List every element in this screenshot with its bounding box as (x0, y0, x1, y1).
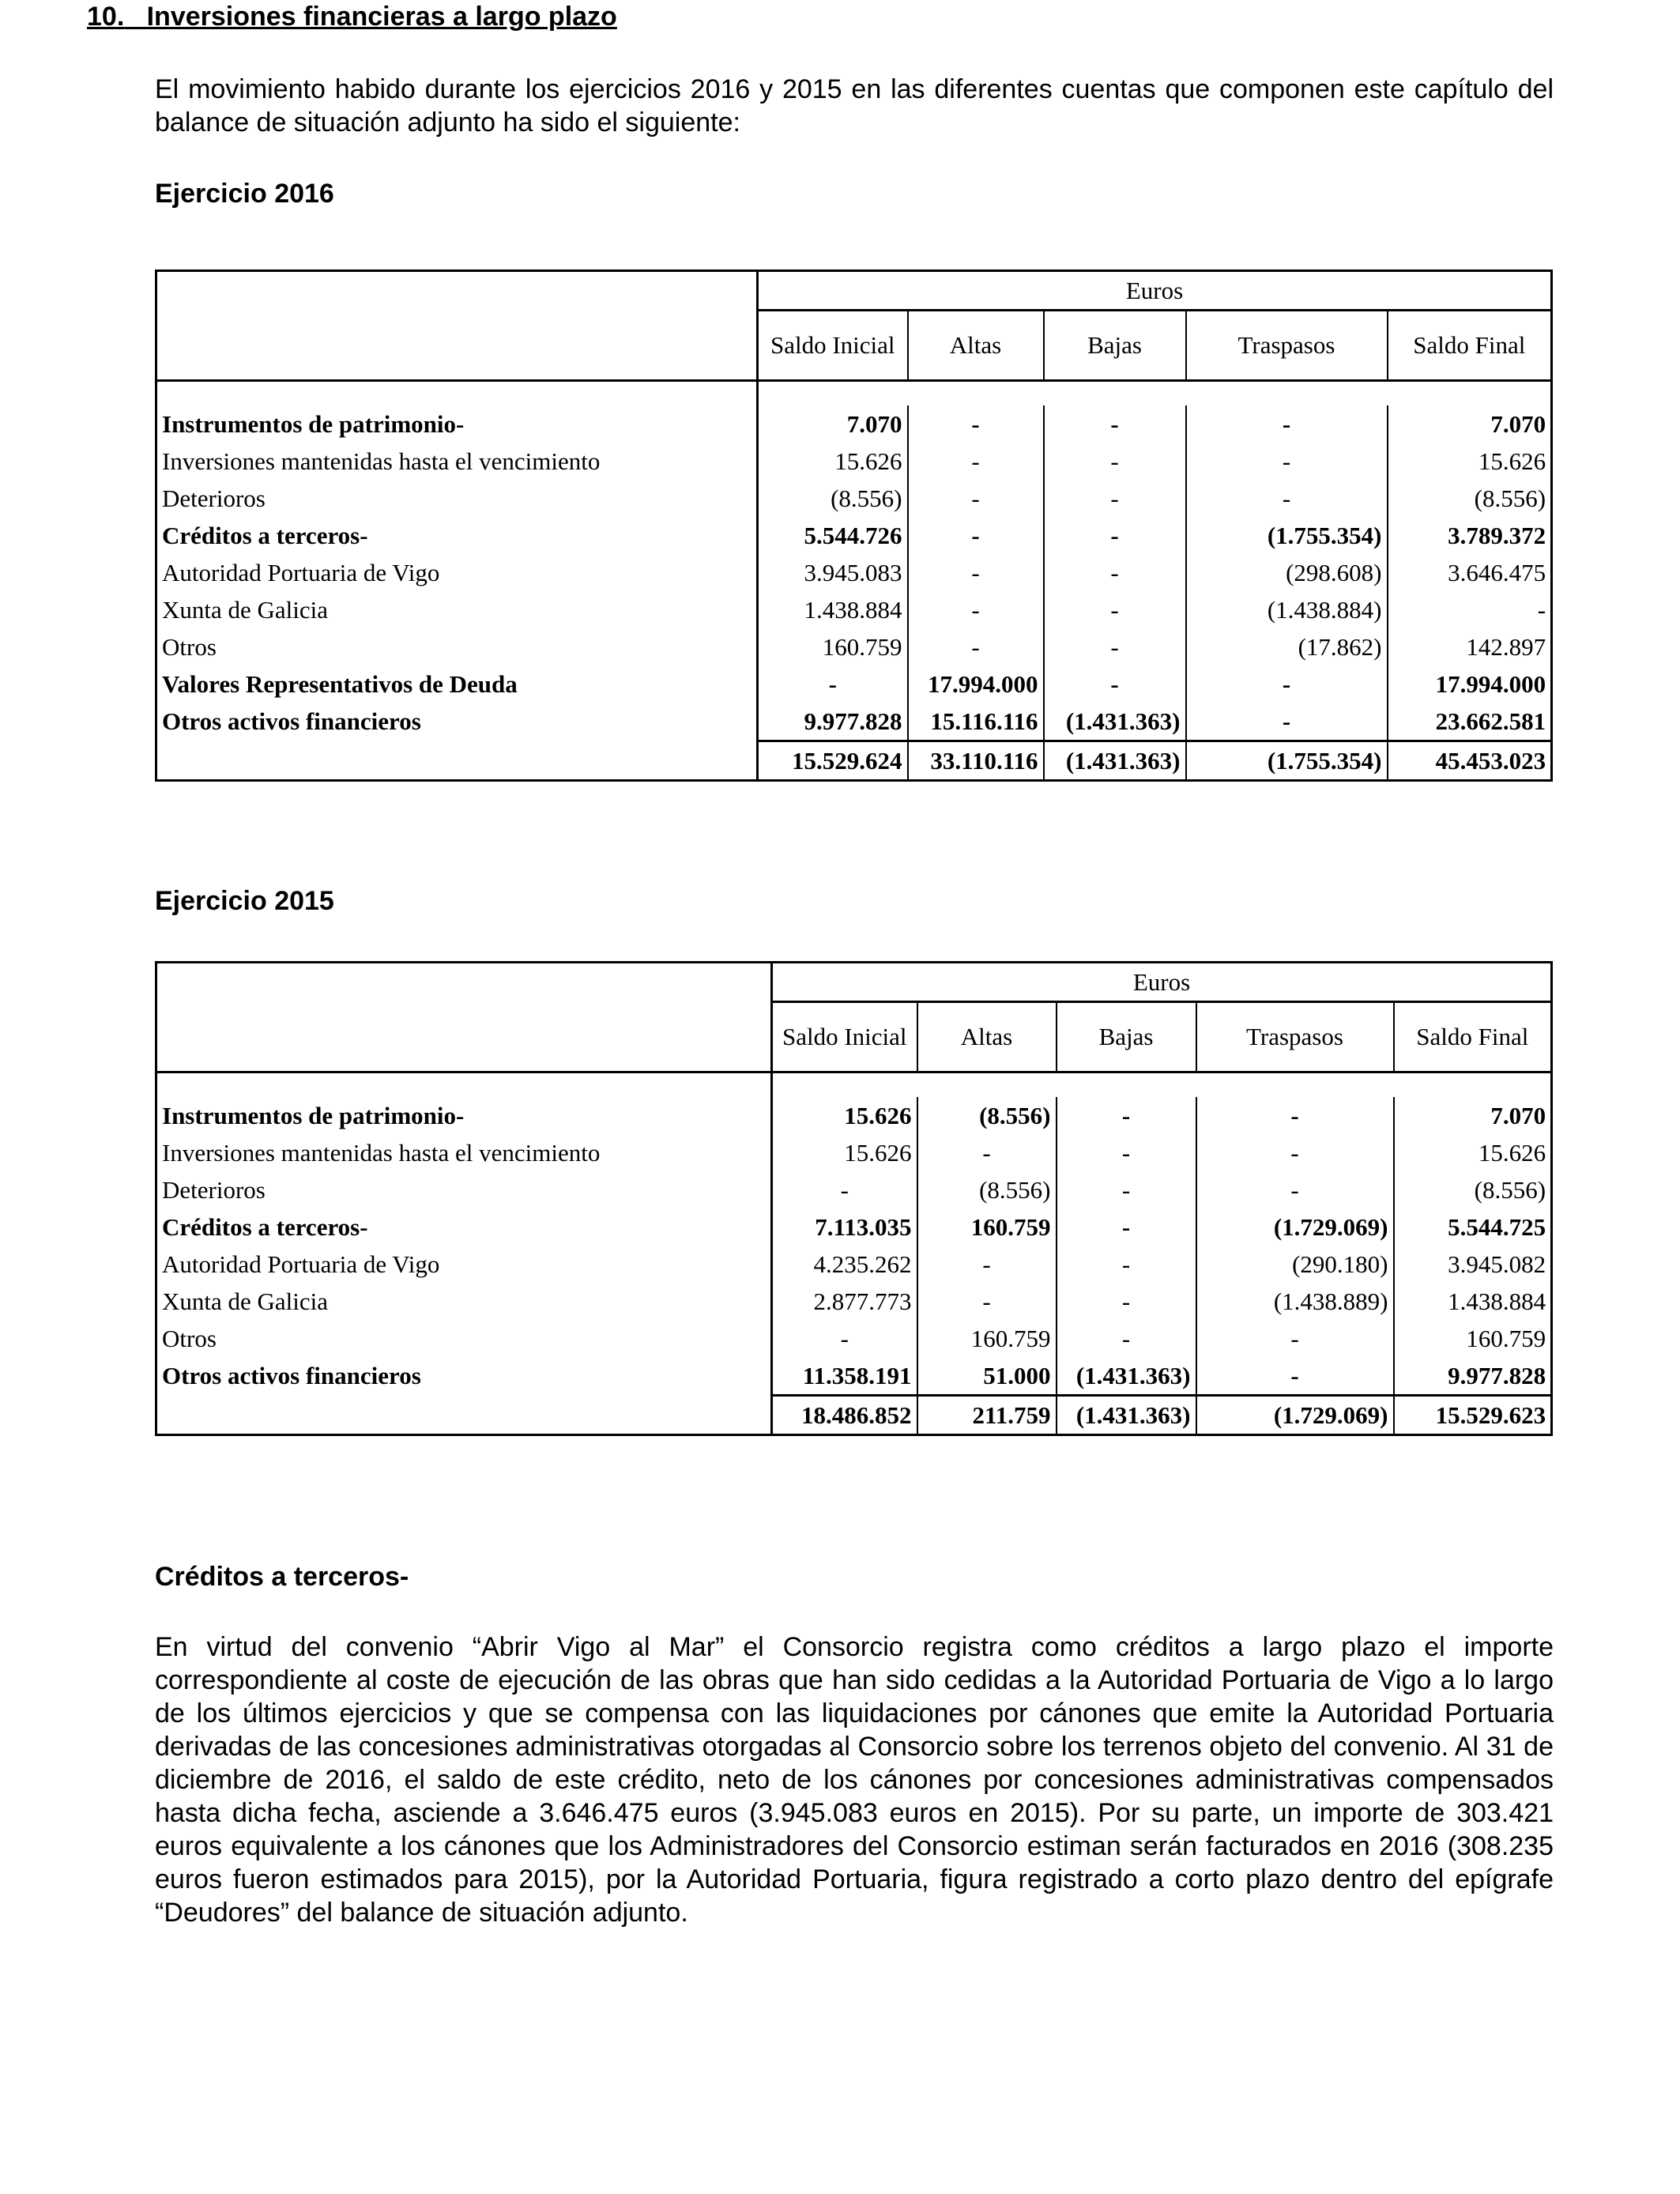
cell-value: - (1044, 443, 1186, 480)
cell-value: (1.431.363) (1044, 703, 1186, 741)
cell-value: - (917, 1283, 1057, 1320)
total-value: 33.110.116 (908, 741, 1044, 781)
spacer-cell (1044, 381, 1186, 406)
heading-2015: Ejercicio 2015 (155, 886, 334, 916)
spacer-cell (156, 381, 758, 406)
row-label: Xunta de Galicia (156, 591, 758, 628)
table-row (156, 703, 1552, 741)
cell-value: - (1057, 1097, 1196, 1134)
cell-value: (17.862) (1186, 628, 1388, 665)
cell-value: (1.431.363) (1057, 1357, 1196, 1396)
row-label: Autoridad Portuaria de Vigo (156, 1246, 772, 1283)
cell-value: 4.235.262 (772, 1246, 917, 1283)
cell-value: 51.000 (917, 1357, 1057, 1396)
creditos-paragraph: En virtud del convenio “Abrir Vigo al Mar” el Consorcio registra como créditos a largo plazo el importe correspondiente al coste de ejecución de las obras que han sido cedidas a la Autoridad Portuaria de Vigo a lo largo de los últimos ejercicios y que se compensa con las liquidaciones por cánones que emite la Autoridad Portuaria derivadas de las concesiones administrativas otorgadas al Consorcio sobre los terrenos objeto del convenio. Al 31 de diciembre de 2016, el saldo de este crédito, neto de los cánones por concesiones administrativas compensados hasta dicha fecha, asciende a 3.646.475 euros (3.945.083 euros en 2015). Por su parte, un importe de 303.421 euros equivalente a los cánones que los Administradores del Consorcio estiman serán facturados en 2016 (308.235 euros fueron estimados para 2015), por la Autoridad Portuaria, figura registrado a corto plazo dentro del epígrafe “Deudores” del balance de situación adjunto. (155, 1632, 1554, 1928)
cell-value: - (772, 1171, 917, 1208)
cell-value: - (1057, 1320, 1196, 1357)
cell-value: 5.544.725 (1394, 1208, 1552, 1246)
cell-value: - (908, 554, 1044, 591)
cell-value: 2.877.773 (772, 1283, 917, 1320)
col-header: Saldo Final (1394, 1002, 1552, 1072)
table-row (156, 1134, 1552, 1171)
cell-value: 5.544.726 (758, 517, 908, 554)
cell-value: - (1196, 1320, 1394, 1357)
col-header: Altas (917, 1002, 1057, 1072)
cell-value: - (1044, 517, 1186, 554)
table-row (156, 405, 1552, 443)
total-value: (1.431.363) (1057, 1396, 1196, 1435)
spacer-cell (772, 1072, 917, 1098)
cell-value: 15.626 (772, 1134, 917, 1171)
total-row (156, 1396, 1552, 1435)
cell-value: 160.759 (917, 1320, 1057, 1357)
section-title (87, 2, 617, 32)
cell-value: - (1044, 405, 1186, 443)
cell-value: - (1196, 1134, 1394, 1171)
cell-value: 142.897 (1388, 628, 1552, 665)
spacer-cell (1394, 1072, 1552, 1098)
cell-value: - (1044, 628, 1186, 665)
row-label: Xunta de Galicia (156, 1283, 772, 1320)
cell-value: (1.729.069) (1196, 1208, 1394, 1246)
cell-value: - (1186, 405, 1388, 443)
cell-value: 11.358.191 (772, 1357, 917, 1396)
total-value: 45.453.023 (1388, 741, 1552, 781)
spacer-cell (758, 381, 908, 406)
table-row (156, 1320, 1552, 1357)
cell-value: - (1196, 1171, 1394, 1208)
cell-value: - (1196, 1357, 1394, 1396)
cell-value: - (1057, 1134, 1196, 1171)
cell-value: (8.556) (917, 1097, 1057, 1134)
total-row (156, 741, 1552, 781)
section-title-text: Inversiones financieras a largo plazo (146, 2, 617, 32)
currency-header: Euros (758, 271, 1552, 311)
cell-value: - (908, 405, 1044, 443)
cell-value: - (1186, 443, 1388, 480)
spacer-cell (908, 381, 1044, 406)
table-row (156, 665, 1552, 703)
cell-value: - (772, 1320, 917, 1357)
cell-value: 23.662.581 (1388, 703, 1552, 741)
table-row (156, 1283, 1552, 1320)
table-body (156, 381, 1552, 781)
cell-value: (8.556) (1388, 480, 1552, 517)
cell-value: (1.438.889) (1196, 1283, 1394, 1320)
cell-value: - (1044, 665, 1186, 703)
cell-value: - (1196, 1097, 1394, 1134)
table-2016 (155, 270, 1553, 782)
total-label-blank (156, 741, 758, 781)
header-blank (156, 963, 772, 1072)
spacer-cell (1388, 381, 1552, 406)
table-2015 (155, 961, 1553, 1436)
total-value: (1.755.354) (1186, 741, 1388, 781)
cell-value: (1.755.354) (1186, 517, 1388, 554)
cell-value: 9.977.828 (1394, 1357, 1552, 1396)
header-blank (156, 271, 758, 381)
spacer-row (156, 381, 1552, 406)
col-header: Bajas (1044, 311, 1186, 381)
cell-value: (8.556) (758, 480, 908, 517)
cell-value: 7.070 (1394, 1097, 1552, 1134)
section-number: 10. (87, 2, 125, 32)
table-row (156, 1246, 1552, 1283)
cell-value: - (1057, 1283, 1196, 1320)
cell-value: 15.626 (772, 1097, 917, 1134)
currency-header: Euros (772, 963, 1552, 1002)
cell-value: (8.556) (917, 1171, 1057, 1208)
cell-value: - (1186, 480, 1388, 517)
row-label: Otros activos financieros (156, 1357, 772, 1396)
spacer-cell (156, 1072, 772, 1098)
cell-value: - (758, 665, 908, 703)
table-row (156, 1097, 1552, 1134)
spacer-row (156, 1072, 1552, 1098)
col-header: Traspasos (1186, 311, 1388, 381)
table-row (156, 591, 1552, 628)
cell-value: 160.759 (917, 1208, 1057, 1246)
intro-paragraph: El movimiento habido durante los ejercicios 2016 y 2015 en las diferentes cuentas que componen este capítulo del balance de situación adjunto ha sido el siguiente: (155, 74, 1554, 138)
col-header: Saldo Inicial (758, 311, 908, 381)
row-label: Instrumentos de patrimonio- (156, 1097, 772, 1134)
table-row (156, 443, 1552, 480)
cell-value: - (1057, 1208, 1196, 1246)
cell-value: - (908, 443, 1044, 480)
col-header: Bajas (1057, 1002, 1196, 1072)
col-header: Traspasos (1196, 1002, 1394, 1072)
cell-value: - (1044, 480, 1186, 517)
row-label: Valores Representativos de Deuda (156, 665, 758, 703)
table-row (156, 554, 1552, 591)
cell-value: - (1057, 1171, 1196, 1208)
table-row (156, 1357, 1552, 1396)
table-row (156, 517, 1552, 554)
table-body (156, 1072, 1552, 1435)
cell-value: - (1044, 591, 1186, 628)
spacer-cell (917, 1072, 1057, 1098)
col-header: Altas (908, 311, 1044, 381)
col-header: Saldo Final (1388, 311, 1552, 381)
col-header: Saldo Inicial (772, 1002, 917, 1072)
cell-value: - (908, 628, 1044, 665)
cell-value: - (908, 517, 1044, 554)
cell-value: 9.977.828 (758, 703, 908, 741)
cell-value: 17.994.000 (908, 665, 1044, 703)
cell-value: - (1186, 703, 1388, 741)
cell-value: - (917, 1134, 1057, 1171)
total-value: 18.486.852 (772, 1396, 917, 1435)
cell-value: (1.438.884) (1186, 591, 1388, 628)
cell-value: 3.646.475 (1388, 554, 1552, 591)
cell-value: - (1057, 1246, 1196, 1283)
cell-value: (8.556) (1394, 1171, 1552, 1208)
cell-value: 3.945.083 (758, 554, 908, 591)
cell-value: 15.626 (1394, 1134, 1552, 1171)
cell-value: 160.759 (1394, 1320, 1552, 1357)
heading-creditos: Créditos a terceros- (155, 1562, 409, 1592)
cell-value: 7.070 (1388, 405, 1552, 443)
cell-value: 15.626 (758, 443, 908, 480)
cell-value: 7.113.035 (772, 1208, 917, 1246)
cell-value: - (1044, 554, 1186, 591)
cell-value: 3.945.082 (1394, 1246, 1552, 1283)
table-row (156, 1208, 1552, 1246)
cell-value: - (1186, 665, 1388, 703)
row-label: Autoridad Portuaria de Vigo (156, 554, 758, 591)
cell-value: 1.438.884 (1394, 1283, 1552, 1320)
cell-value: (290.180) (1196, 1246, 1394, 1283)
cell-value: - (908, 480, 1044, 517)
cell-value: 15.116.116 (908, 703, 1044, 741)
cell-value: 3.789.372 (1388, 517, 1552, 554)
total-value: (1.431.363) (1044, 741, 1186, 781)
spacer-cell (1186, 381, 1388, 406)
row-label: Otros (156, 628, 758, 665)
cell-value: 1.438.884 (758, 591, 908, 628)
row-label: Instrumentos de patrimonio- (156, 405, 758, 443)
row-label: Inversiones mantenidas hasta el vencimiento (156, 1134, 772, 1171)
row-label: Deterioros (156, 480, 758, 517)
row-label: Créditos a terceros- (156, 517, 758, 554)
spacer-cell (1057, 1072, 1196, 1098)
cell-value: - (1388, 591, 1552, 628)
cell-value: 7.070 (758, 405, 908, 443)
total-value: 15.529.624 (758, 741, 908, 781)
spacer-cell (1196, 1072, 1394, 1098)
cell-value: - (908, 591, 1044, 628)
row-label: Inversiones mantenidas hasta el vencimiento (156, 443, 758, 480)
row-label: Otros (156, 1320, 772, 1357)
heading-2016: Ejercicio 2016 (155, 179, 334, 209)
total-value: 15.529.623 (1394, 1396, 1552, 1435)
cell-value: 160.759 (758, 628, 908, 665)
row-label: Deterioros (156, 1171, 772, 1208)
row-label: Créditos a terceros- (156, 1208, 772, 1246)
cell-value: (298.608) (1186, 554, 1388, 591)
cell-value: 15.626 (1388, 443, 1552, 480)
cell-value: 17.994.000 (1388, 665, 1552, 703)
total-label-blank (156, 1396, 772, 1435)
table-row (156, 1171, 1552, 1208)
cell-value: - (917, 1246, 1057, 1283)
table-row (156, 628, 1552, 665)
total-value: (1.729.069) (1196, 1396, 1394, 1435)
row-label: Otros activos financieros (156, 703, 758, 741)
table-row (156, 480, 1552, 517)
total-value: 211.759 (917, 1396, 1057, 1435)
